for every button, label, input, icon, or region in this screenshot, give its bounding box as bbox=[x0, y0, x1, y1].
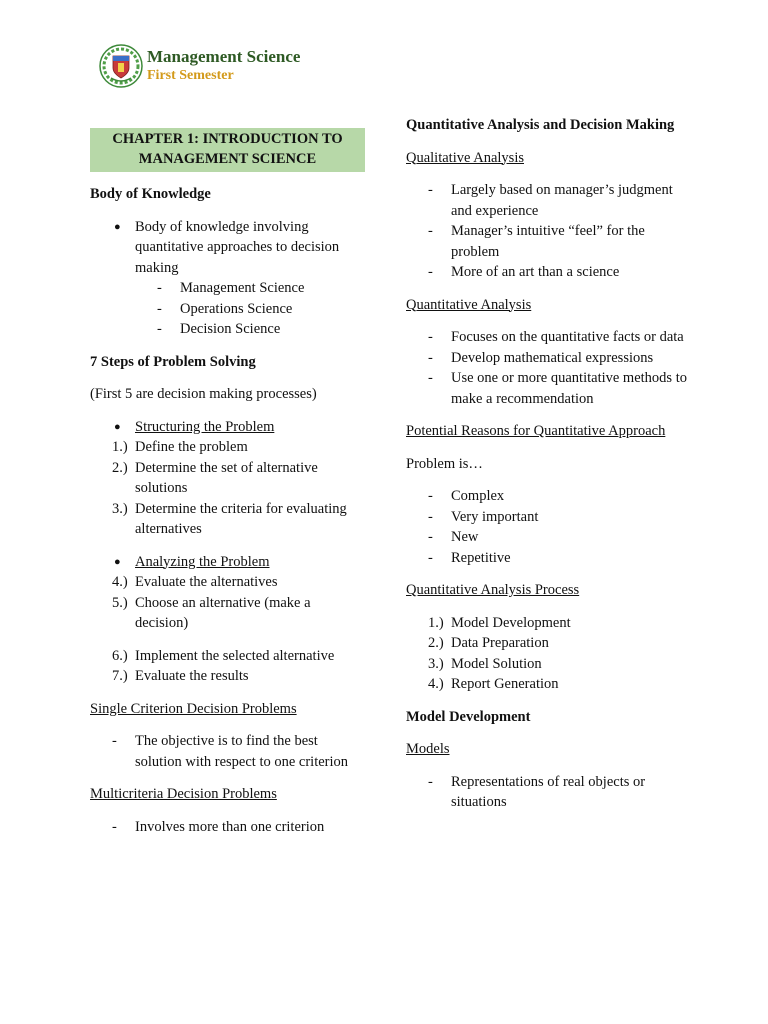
bullet-icon: ● bbox=[114, 555, 121, 568]
step-number: 4.) bbox=[428, 676, 444, 692]
models-heading: Models bbox=[406, 741, 450, 757]
steps-list-structuring bbox=[90, 417, 365, 540]
list-item: - More of an art than a science bbox=[406, 262, 696, 283]
list-item bbox=[90, 417, 365, 438]
list-item: - Very important bbox=[406, 507, 696, 528]
list-item bbox=[90, 666, 365, 687]
sub-list bbox=[135, 278, 365, 340]
step-number: 1.) bbox=[112, 439, 128, 455]
list-item bbox=[406, 613, 696, 634]
reasons-list bbox=[406, 486, 696, 568]
list-item bbox=[406, 633, 696, 654]
model-development-heading: Model Development bbox=[406, 708, 531, 725]
list-item bbox=[90, 593, 365, 634]
multicriteria-heading: Multicriteria Decision Problems bbox=[90, 786, 277, 802]
list-item: - Manager’s intuitive “feel” for the problem bbox=[406, 221, 696, 262]
quantitative-list bbox=[406, 327, 696, 409]
qualitative-list bbox=[406, 180, 696, 283]
steps-list-final bbox=[90, 646, 365, 687]
structuring-label: Structuring the Problem bbox=[135, 418, 275, 435]
step-number: 3.) bbox=[428, 655, 444, 672]
right-column bbox=[406, 115, 696, 825]
course-title: Management Science bbox=[147, 47, 301, 66]
step-text: Data Preparation bbox=[451, 635, 549, 651]
qa-decision-heading: Quantitative Analysis and Decision Making bbox=[406, 117, 675, 133]
step-text: Model Solution bbox=[451, 655, 542, 672]
list-item bbox=[90, 217, 365, 340]
multicriteria-list bbox=[90, 817, 365, 838]
school-seal-logo bbox=[99, 44, 143, 88]
list-item: - Use one or more quantitative methods to make a recommendation bbox=[406, 368, 696, 409]
single-criterion-heading: Single Criterion Decision Problems bbox=[90, 700, 297, 717]
list-item bbox=[406, 674, 696, 695]
step-text: Determine the criteria for evaluating alternatives bbox=[135, 500, 347, 537]
step-text: Implement the selected alternative bbox=[135, 647, 335, 664]
list-item: - Repetitive bbox=[406, 548, 696, 569]
body-of-knowledge-heading: Body of Knowledge bbox=[90, 186, 211, 202]
single-criterion-list bbox=[90, 731, 365, 772]
step-text: Choose an alternative (make a decision) bbox=[135, 594, 311, 631]
step-number: 5.) bbox=[112, 594, 128, 611]
list-item bbox=[90, 499, 365, 540]
process-list bbox=[406, 613, 696, 695]
steps-list-analyzing bbox=[90, 552, 365, 634]
list-item bbox=[406, 654, 696, 675]
list-item bbox=[90, 646, 365, 667]
semester-label: First Semester bbox=[147, 68, 234, 83]
step-number: 4.) bbox=[112, 574, 128, 590]
list-item bbox=[90, 458, 365, 499]
problem-is-text: Problem is… bbox=[406, 455, 483, 472]
list-item: - Representations of real objects or situations bbox=[406, 772, 696, 813]
list-item: - Develop mathematical expressions bbox=[406, 348, 696, 369]
list-item-text: Body of knowledge involving quantitative approaches to decision making bbox=[135, 218, 340, 276]
reasons-heading: Potential Reasons for Quantitative Approach bbox=[406, 423, 666, 439]
bullet-icon: ● bbox=[114, 420, 121, 433]
steps-heading: 7 Steps of Problem Solving bbox=[90, 353, 256, 370]
step-text: Report Generation bbox=[451, 676, 559, 692]
step-number: 1.) bbox=[428, 614, 444, 631]
list-item: - Management Science bbox=[135, 278, 365, 299]
step-number: 2.) bbox=[112, 459, 128, 476]
analyzing-label: Analyzing the Problem bbox=[135, 553, 270, 570]
list-item bbox=[90, 552, 365, 573]
list-item: - Largely based on manager’s judgment and experience bbox=[406, 180, 696, 221]
body-of-knowledge-list bbox=[90, 217, 365, 340]
step-number: 6.) bbox=[112, 647, 128, 664]
step-number: 2.) bbox=[428, 635, 444, 651]
list-item: - New bbox=[406, 527, 696, 548]
step-text: Define the problem bbox=[135, 439, 248, 455]
list-item: - Focuses on the quantitative facts or data bbox=[406, 327, 696, 348]
process-heading: Quantitative Analysis Process bbox=[406, 582, 580, 598]
list-item: - Involves more than one criterion bbox=[90, 817, 365, 838]
step-text: Determine the set of alternative solutions bbox=[135, 459, 318, 496]
step-text: Evaluate the results bbox=[135, 668, 249, 684]
chapter-title: CHAPTER 1: INTRODUCTION TO MANAGEMENT SCIENCE bbox=[90, 128, 365, 172]
list-item: - Decision Science bbox=[135, 319, 365, 340]
list-item bbox=[90, 572, 365, 593]
list-item: - Complex bbox=[406, 486, 696, 507]
models-list bbox=[406, 772, 696, 813]
qualitative-heading: Qualitative Analysis bbox=[406, 149, 524, 166]
left-column bbox=[90, 128, 365, 849]
list-item: - Operations Science bbox=[135, 299, 365, 320]
step-text: Evaluate the alternatives bbox=[135, 574, 278, 590]
list-item bbox=[90, 437, 365, 458]
quantitative-heading: Quantitative Analysis bbox=[406, 296, 532, 313]
list-item: - The objective is to find the best solution with respect to one criterion bbox=[90, 731, 365, 772]
step-number: 7.) bbox=[112, 668, 128, 684]
step-text: Model Development bbox=[451, 614, 571, 631]
steps-note: (First 5 are decision making processes) bbox=[90, 386, 317, 402]
document-header bbox=[99, 44, 300, 88]
step-number: 3.) bbox=[112, 500, 128, 517]
